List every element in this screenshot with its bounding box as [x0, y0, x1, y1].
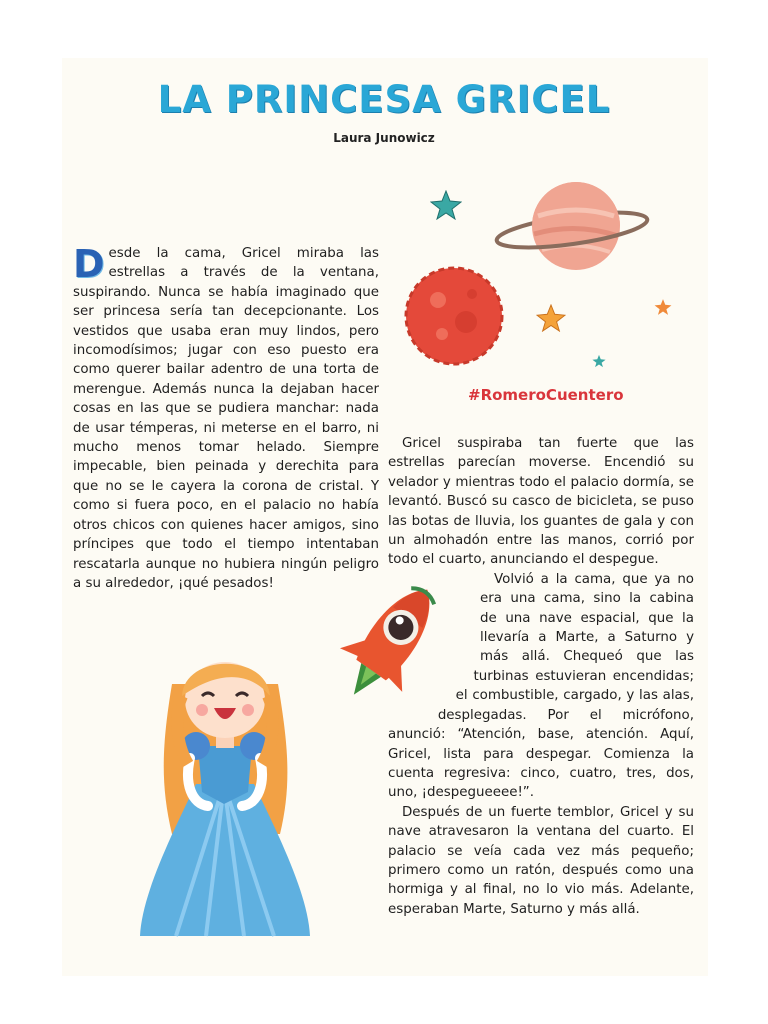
hashtag-label: #RomeroCuentero: [468, 386, 624, 404]
saturn-illustration: [492, 176, 650, 276]
rocket-illustration: [334, 572, 446, 714]
drop-cap: D: [73, 242, 105, 286]
author-name: Laura Junowicz: [333, 131, 435, 145]
paragraph-4: Después de un fuerte temblor, Gricel y su nave atravesaron la ventana del cuarto. El palacio se veía cada vez más pequeño; primero como un ratón, después como una hormiga y al final, no lo vio más. Adelante, esperaban Marte, Saturno y más allá.: [388, 804, 694, 917]
story-column-left: [73, 244, 379, 593]
princess-illustration: [132, 634, 318, 946]
orange-star-illustration: [536, 304, 566, 332]
small-teal-star-illustration: [592, 354, 606, 368]
paragraph-2: Gricel suspiraba tan fuerte que las estrellas parecían moverse. Encendió su velador y mientras todo el palacio dormía, se levantó. Buscó su casco de bicicleta, se puso las botas de lluvia, los guantes de gala y con un almohadón entre las manos, corrió por todo el cuarto, anunciando el despegue.: [388, 436, 694, 568]
page-title: LA PRINCESA GRICEL: [157, 78, 611, 121]
first-paragraph: [73, 244, 379, 593]
paragraph-3: Volvió a la cama, que ya no era una cama, sino la cabina de una nave espacial, que la llevaría a Marte, a Saturno y más allá. Chequeó que las turbinas estuvieran encendidas; el combustible, cargado, y las alas, desplegadas. Por el micrófono, anunció: “Atención, base, atención. Aquí, Gricel, lista para despegar. Comienza la cuenta regresiva: cinco, cuatro, tres, dos, uno, ¡despegueeee!”.: [388, 571, 694, 801]
first-paragraph-text: esde la cama, Gricel miraba las estrellas a través de la ventana, suspirando. Nunca se había imaginado que ser princesa sería tan decepcionante. Los vestidos que usaba eran muy lindos, pero incomodísimos; jugar con eso puesto era como querer bailar adentro de una torta de merengue. Además nunca la dejaban hacer cosas en las que se pudiera manchar: nada de usar témperas, ni meterse en el barro, ni mucho menos tomar helado. Siempre impecable, bien peinada y derechita para que no se le cayera la corona de cristal. Y como si fuera poco, en el palacio no había otros chicos con quienes hacer amigos, sino príncipes que todo el tiempo intentaban rescatarla aunque no hubiera ningún peligro a su alrededor, ¡qué pesados!: [73, 246, 379, 591]
teal-star-illustration: [430, 190, 462, 220]
small-orange-star-illustration: [654, 298, 672, 316]
mars-illustration: [402, 264, 506, 368]
